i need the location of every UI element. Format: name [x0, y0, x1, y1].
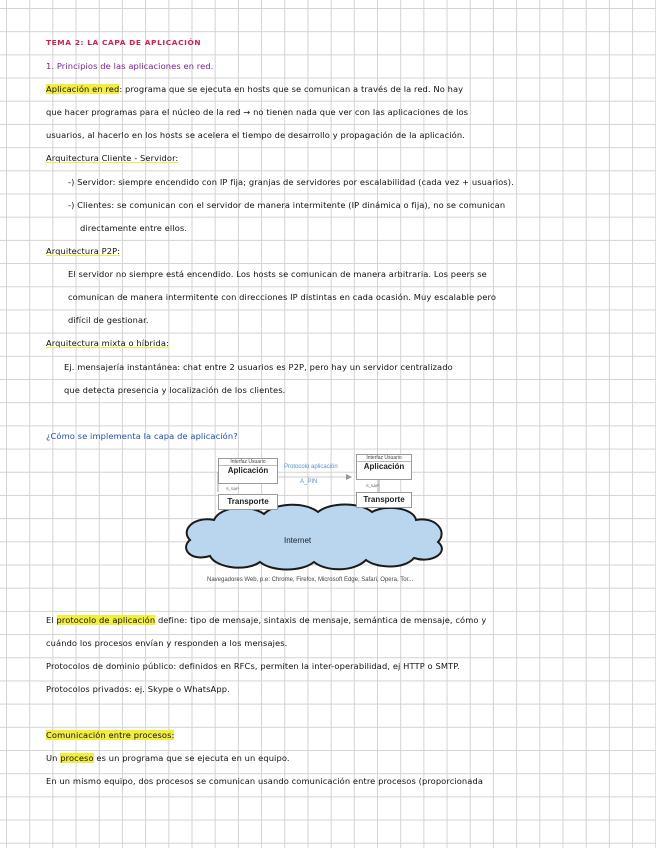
- left-interface-label: Interfaz Usuario: [219, 459, 277, 466]
- protocol-label: Protocolo aplicación: [284, 464, 338, 470]
- p2p-line-3: difícil de gestionar.: [68, 315, 149, 325]
- process-line-1: [46, 753, 290, 763]
- clients-item-1: -) Clientes: se comunican con el servidor de manera intermitente (IP dinámica o fija), no se comunican: [68, 200, 506, 210]
- right-transport-label: Transporte: [363, 495, 405, 504]
- processes-heading: [46, 730, 174, 740]
- process-text-1: es un programa que se ejecuta en un equipo.: [96, 753, 290, 763]
- right-application-box: [356, 454, 412, 480]
- p2p-heading-text: Arquitectura P2P:: [46, 246, 121, 256]
- protocol-label-highlight: protocolo de aplicación: [56, 615, 156, 625]
- app-text-1: : programa que se ejecuta en hosts que se comunican a través de la red. No hay: [119, 84, 464, 94]
- protocol-text-4: Protocolos privados: ej. Skype o WhatsApp.: [46, 684, 230, 694]
- protocol-arrow-right: [346, 474, 352, 480]
- process-text-2: En un mismo equipo, dos procesos se comunican usando comunicación entre procesos (proporcionada: [46, 776, 484, 786]
- protocol-text-3: Protocolos de dominio público: definidos en RFCs, permiten la inter-operabilidad, ej HTTP o SMTP.: [46, 661, 460, 671]
- protocol-line-1: [46, 615, 486, 625]
- app-paragraph-line-1: [46, 84, 463, 94]
- p2p-heading: [46, 246, 120, 256]
- app-text-3: usuarios, al hacerlo en los hosts se acelera el tiempo de desarrollo y propagación de la aplicación.: [46, 130, 465, 140]
- diagram-caption: Navegadores Web, p.e: Chrome, Firefox, Microsoft Edge, Safari, Opera, Tor...: [207, 577, 414, 583]
- processes-heading-text: Comunicación entre procesos:: [46, 730, 175, 740]
- left-application-box: [218, 458, 278, 484]
- right-transport-box: [356, 492, 412, 508]
- application-layer-diagram: [180, 452, 450, 592]
- server-item: -) Servidor: siempre encendido con IP fija; granjas de servidores por escalabilidad (cada vez + usuarios).: [68, 177, 514, 187]
- right-interface-label: Interfaz Usuario: [357, 455, 411, 462]
- process-prefix: Un: [46, 753, 58, 763]
- protocol-text-2: cuándo los procesos envían y responden a los mensajes.: [46, 638, 288, 648]
- left-transport-label: Transporte: [227, 497, 269, 506]
- client-server-heading: [46, 153, 178, 163]
- protocol-prefix: El: [46, 615, 54, 625]
- p2p-line-2: comunican de manera intermitente con direcciones IP distintas en cada ocasión. Muy escalable pero: [68, 292, 497, 302]
- internet-cloud: [186, 505, 442, 570]
- right-application-label: Aplicación: [363, 462, 405, 471]
- clients-item-2: directamente entre ellos.: [80, 223, 188, 233]
- right-sap-label: S_SAP: [366, 483, 379, 488]
- implementation-question: ¿Cómo se implementa la capa de aplicación?: [46, 431, 238, 441]
- app-label: Aplicación en red: [46, 84, 120, 94]
- page-title: TEMA 2: LA CAPA DE APLICACIÓN: [46, 38, 202, 47]
- hybrid-heading: [46, 338, 169, 348]
- hybrid-line-2: que detecta presencia y localización de los clientes.: [64, 385, 286, 395]
- process-label: proceso: [60, 753, 94, 763]
- api-label: A_PIN: [300, 479, 318, 485]
- protocol-text-1: define: tipo de mensaje, sintaxis de mensaje, semántica de mensaje, cómo y: [157, 615, 487, 625]
- left-application-label: Aplicación: [227, 466, 269, 475]
- section-heading-principles: 1. Principios de las aplicaciones en red.: [46, 61, 214, 71]
- client-server-heading-text: Arquitectura Cliente - Servidor:: [46, 153, 179, 163]
- hybrid-line-1: Ej. mensajería instantánea: chat entre 2 usuarios es P2P, pero hay un servidor centralizado: [64, 362, 453, 372]
- left-sap-label: S_SAP: [226, 486, 239, 491]
- app-text-2: que hacer programas para el núcleo de la red → no tienen nada que ver con las aplicaciones de los: [46, 107, 469, 117]
- left-transport-box: [218, 494, 278, 510]
- p2p-line-1: El servidor no siempre está encendido. Los hosts se comunican de manera arbitraria. Los peers se: [68, 269, 487, 279]
- internet-label: Internet: [284, 536, 312, 545]
- hybrid-heading-text: Arquitectura mixta o híbrida:: [46, 338, 169, 348]
